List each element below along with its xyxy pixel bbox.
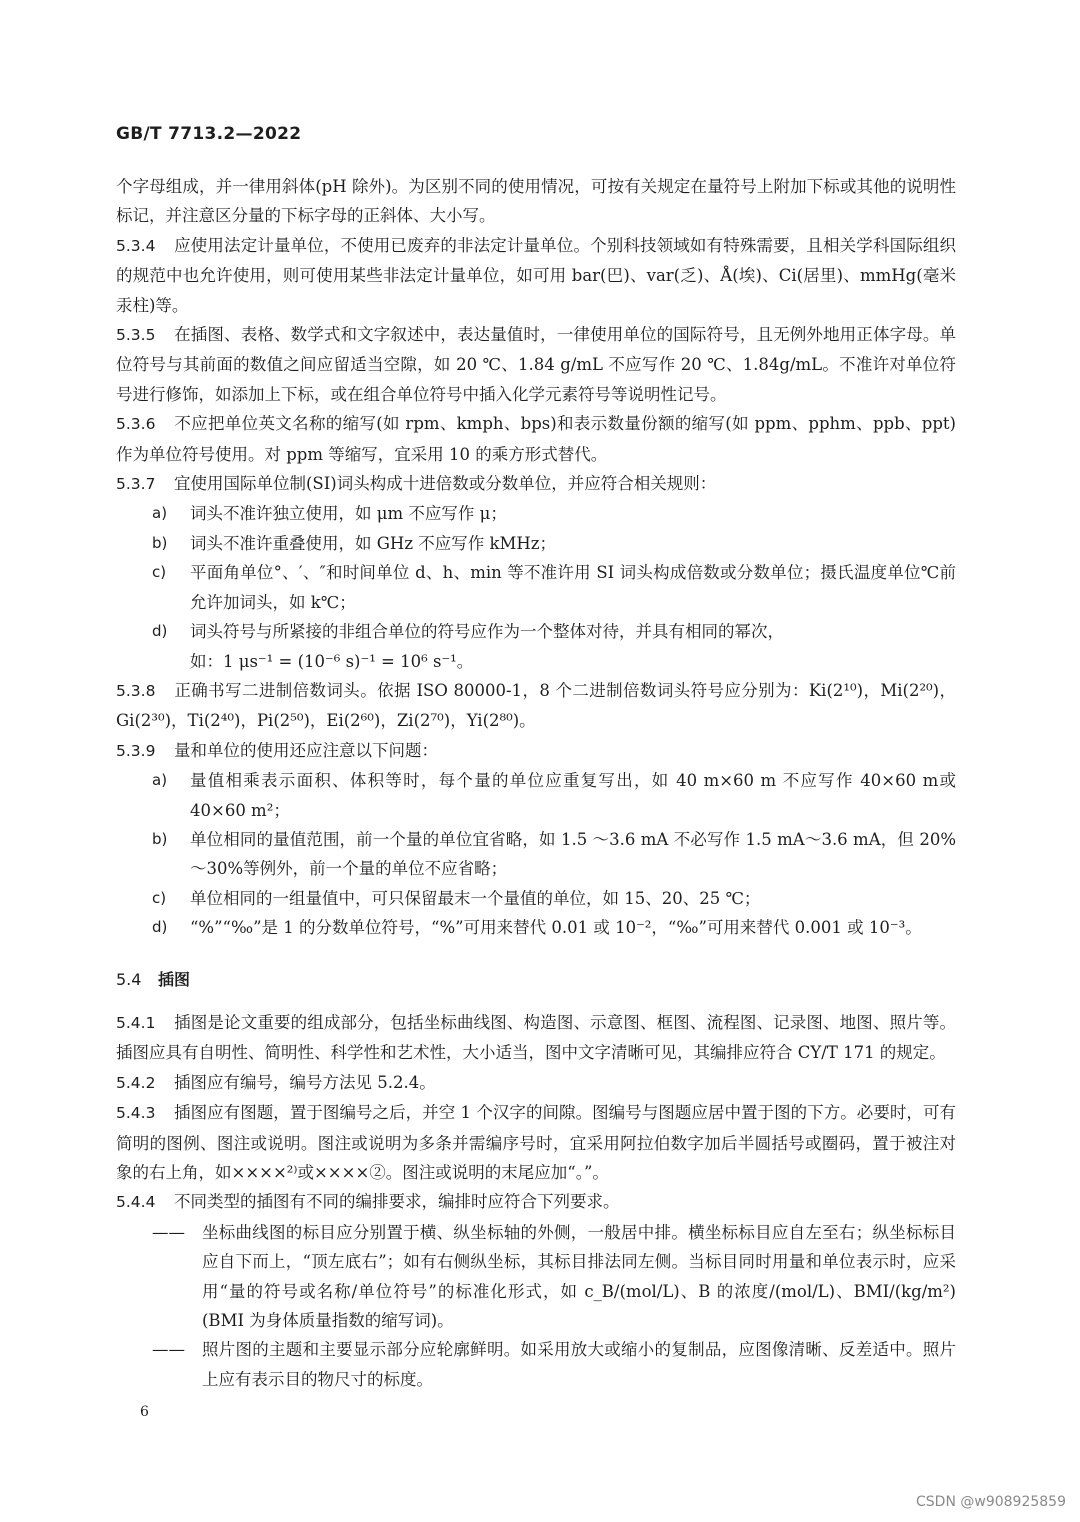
dash-list-item — [116, 1335, 956, 1394]
list-item — [116, 884, 956, 913]
clause-text: 正确书写二进制倍数词头。依据 ISO 80000-1，8 个二进制倍数词头符号应分别为：Ki(2¹⁰)，Mi(2²⁰)，Gi(2³⁰)，Ti(2⁴⁰)，Pi(2⁵⁰)，Ei(2⁶⁰)，Zi(2⁷⁰)，Yi(2⁸⁰)。 — [116, 680, 956, 731]
clause-text: 应使用法定计量单位，不使用已废弃的非法定计量单位。个别科技领域如有特殊需要，且相关学科国际组织的规范中也允许使用，则可使用某些非法定计量单位，如可用 bar(巴)、var(乏)、Å(埃)、Ci(居里)、mmHg(毫米汞柱)等。 — [116, 235, 956, 315]
clause-text: 插图是论文重要的组成部分，包括坐标曲线图、构造图、示意图、框图、流程图、记录图、地图、照片等。插图应具有自明性、简明性、科学性和艺术性，大小适当，图中文字清晰可见，其编排应符合 CY/T 171 的规定。 — [116, 1012, 956, 1063]
list-item — [116, 499, 956, 528]
list-text: 词头不准许重叠使用，如 GHz 不应写作 kMHz； — [190, 533, 556, 553]
clause-text: 不应把单位英文名称的缩写(如 rpm、kmph、bps)和表示数量份额的缩写(如 ppm、pphm、ppb、ppt)作为单位符号使用。对 ppm 等缩写，宜采用 10 的乘方形式替代。 — [116, 414, 956, 464]
dash-mark: —— — [152, 1340, 185, 1360]
clause-number: 5.4.1 — [116, 1013, 156, 1032]
clause-5-3-4 — [116, 231, 956, 320]
list-text: 单位相同的量值范围，前一个量的单位宜省略，如 1.5 ～3.6 mA 不必写作 1.5 mA～3.6 mA，但 20%～30%等例外，前一个量的单位不应省略； — [190, 829, 956, 879]
list-text: “%”“‰”是 1 的分数单位符号，“%”可用来替代 0.01 或 10⁻²，“‰”可用来替代 0.001 或 10⁻³。 — [190, 918, 922, 938]
clause-number: 5.4.4 — [116, 1193, 156, 1212]
clause-5-4-4 — [116, 1187, 956, 1217]
list-item — [116, 558, 956, 617]
list-item — [116, 617, 956, 676]
clause-5-3-7 — [116, 469, 956, 499]
list-text: 单位相同的一组量值中，可只保留最末一个量值的单位，如 15、20、25 ℃； — [190, 888, 761, 908]
section-title: 插图 — [158, 969, 191, 989]
list-label: b) — [152, 533, 168, 552]
clause-number: 5.3.9 — [116, 741, 156, 760]
list-label: c) — [152, 563, 167, 582]
clause-text: 不同类型的插图有不同的编排要求，编排时应符合下列要求。 — [174, 1192, 620, 1212]
list-label: c) — [152, 888, 167, 907]
list-label: a) — [152, 771, 168, 790]
page-content — [116, 172, 956, 1394]
list-text: 词头不准许独立使用，如 μm 不应写作 μ； — [190, 504, 507, 524]
clause-5-4-2 — [116, 1068, 956, 1098]
section-number: 5.4 — [116, 969, 142, 989]
clause-number: 5.3.4 — [116, 236, 156, 255]
clause-number: 5.4.3 — [116, 1104, 156, 1123]
list-item — [116, 766, 956, 825]
continued-paragraph: 个字母组成，并一律用斜体(pH 除外)。为区别不同的使用情况，可按有关规定在量符号上附加下标或其他的说明性标记，并注意区分量的下标字母的正斜体、大小写。 — [116, 177, 956, 226]
clause-5-3-9 — [116, 736, 956, 766]
clause-number: 5.3.6 — [116, 415, 156, 434]
list-text: 平面角单位°、′、″和时间单位 d、h、min 等不准许用 SI 词头构成倍数或分数单位；摄氏温度单位℃前允许加词头，如 k℃； — [190, 563, 956, 612]
clause-5-3-5 — [116, 320, 956, 409]
list-label: b) — [152, 829, 168, 848]
clause-text: 插图应有编号，编号方法见 5.2.4。 — [174, 1072, 436, 1092]
standard-code-header: GB/T 7713.2—2022 — [116, 124, 302, 144]
watermark: CSDN @w908925859 — [916, 1494, 1066, 1510]
dash-list-item — [116, 1218, 956, 1336]
list-text: 词头符号与所紧接的非组合单位的符号应作为一个整体对待，并具有相同的幂次， — [190, 622, 784, 642]
clause-text: 插图应有图题，置于图编号之后，并空 1 个汉字的间隙。图编号与图题应居中置于图的下方。必要时，可有简明的图例、图注或说明。图注或说明为多条并需编序号时，宜采用阿拉伯数字加后半圆括号或圈码，置于被注对象的右上角，如××××²⁾或××××②。图注或说明的末尾应加“。”。 — [116, 1103, 956, 1182]
section-heading — [116, 965, 956, 994]
dash-text: 照片图的主题和主要显示部分应轮廓鲜明。如采用放大或缩小的复制品，应图像清晰、反差适中。照片上应有表示目的物尺寸的标度。 — [202, 1340, 956, 1389]
clause-number: 5.3.5 — [116, 326, 156, 345]
list-label: d) — [152, 622, 168, 641]
page-number: 6 — [140, 1404, 149, 1420]
clause-5-4-1 — [116, 1008, 956, 1068]
clause-number: 5.4.2 — [116, 1073, 156, 1092]
clause-number: 5.3.7 — [116, 475, 156, 494]
dash-text: 坐标曲线图的标目应分别置于横、纵坐标轴的外侧，一般居中排。横坐标标目应自左至右；纵坐标标目应自下而上，“顶左底右”；如有右侧纵坐标，其标目排法同左侧。当标目同时用量和单位表示时，应采用“量的符号或名称/单位符号”的标准化形式，如 c_B/(mol/L)、B 的浓度/(mol/L)、BMI/(kg/m²)(BMI 为身体质量指数的缩写词)。 — [202, 1222, 956, 1331]
clause-number: 5.3.8 — [116, 681, 156, 700]
list-text: 量值相乘表示面积、体积等时，每个量的单位应重复写出，如 40 m×60 m 不应写作 40×60 m或 40×60 m²； — [190, 771, 956, 820]
clause-text: 宜使用国际单位制(SI)词头构成十进倍数或分数单位，并应符合相关规则： — [174, 474, 717, 494]
dash-mark: —— — [152, 1222, 185, 1242]
clause-5-3-8 — [116, 676, 956, 736]
clause-text: 量和单位的使用还应注意以下问题： — [174, 740, 438, 760]
list-item — [116, 529, 956, 558]
list-label: a) — [152, 504, 168, 523]
clause-5-4-3 — [116, 1098, 956, 1187]
clause-5-3-6 — [116, 409, 956, 469]
list-example: 如：1 μs⁻¹ = (10⁻⁶ s)⁻¹ = 10⁶ s⁻¹。 — [190, 651, 474, 671]
list-item — [116, 913, 956, 942]
clause-text: 在插图、表格、数学式和文字叙述中，表达量值时，一律使用单位的国际符号，且无例外地用正体字母。单位符号与其前面的数值之间应留适当空隙，如 20 ℃、1.84 g/mL 不应写作 20 ℃、1.84g/mL。不准许对单位符号进行修饰，如添加上下标，或在组合单位符号中插入化学元素符号等说明性记号。 — [116, 325, 956, 404]
list-item — [116, 825, 956, 884]
list-label: d) — [152, 918, 168, 937]
